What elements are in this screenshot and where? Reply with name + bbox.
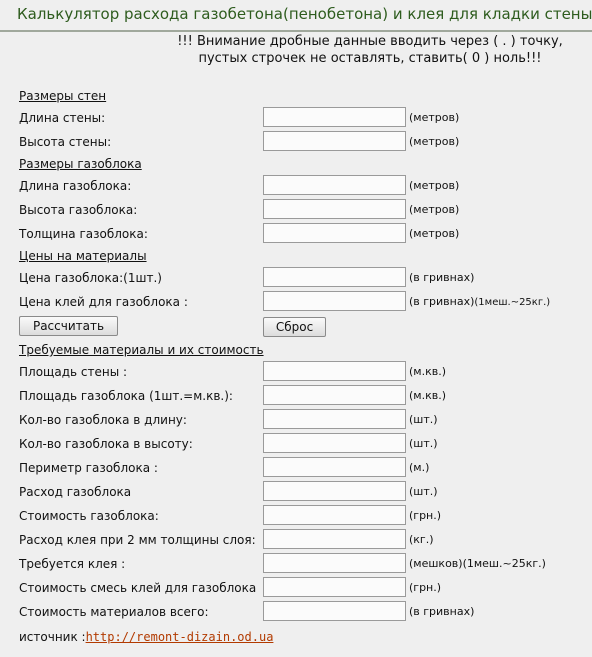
glue-consumption-unit: (кг.) — [409, 533, 434, 546]
block-area-output[interactable] — [263, 385, 406, 405]
blocks-per-length-label: Кол-во газоблока в длину: — [19, 413, 187, 427]
block-cost-label: Стоимость газоблока: — [19, 509, 159, 523]
block-length-label: Длина газоблока: — [19, 179, 132, 193]
wall-height-unit: (метров) — [409, 135, 460, 148]
glue-consumption-output[interactable] — [263, 529, 406, 549]
glue-price-label: Цена клей для газоблока : — [19, 295, 188, 309]
block-price-unit: (в гривнах) — [409, 271, 475, 284]
block-consumption-label: Расход газоблока — [19, 485, 132, 499]
glue-cost-unit: (грн.) — [409, 581, 442, 594]
total-cost-label: Стоимость материалов всего: — [19, 605, 209, 619]
blocks-per-height-unit: (шт.) — [409, 437, 438, 450]
block-thickness-unit: (метров) — [409, 227, 460, 240]
block-length-input[interactable] — [263, 175, 406, 195]
total-cost-unit: (в гривнах) — [409, 605, 475, 618]
block-consumption-unit: (шт.) — [409, 485, 438, 498]
glue-required-unit: (мешков)(1меш.~25кг.) — [409, 557, 546, 570]
blocks-per-length-output[interactable] — [263, 409, 406, 429]
block-height-unit: (метров) — [409, 203, 460, 216]
block-cost-unit: (грн.) — [409, 509, 442, 522]
glue-cost-label: Стоимость смесь клей для газоблока — [19, 581, 257, 595]
block-thickness-input[interactable] — [263, 223, 406, 243]
wall-length-input[interactable] — [263, 107, 406, 127]
warning-line-2: пустых строчек не оставлять, ставить( 0 ) ноль!!! — [198, 51, 542, 66]
wall-height-input[interactable] — [263, 131, 406, 151]
warning-notice — [150, 33, 590, 67]
wall-area-label: Площадь стены : — [19, 365, 128, 379]
block-thickness-label: Толщина газоблока: — [19, 227, 148, 241]
page-title: Калькулятор расхода газобетона(пенобетона) и клея для кладки стены — [17, 5, 592, 23]
glue-cost-output[interactable] — [263, 577, 406, 597]
block-price-label: Цена газоблока:(1шт.) — [19, 271, 162, 285]
blocks-per-height-output[interactable] — [263, 433, 406, 453]
section-block-dimensions: Размеры газоблока — [19, 157, 142, 171]
glue-required-output[interactable] — [263, 553, 406, 573]
wall-area-output[interactable] — [263, 361, 406, 381]
glue-required-label: Требуется клея : — [19, 557, 126, 571]
section-required-materials: Требуемые материалы и их стоимость — [19, 343, 264, 357]
wall-height-label: Высота стены: — [19, 135, 112, 149]
total-cost-output[interactable] — [263, 601, 406, 621]
section-material-prices: Цены на материалы — [19, 249, 147, 263]
source-label: источник : — [19, 630, 86, 644]
block-perimeter-label: Периметр газоблока : — [19, 461, 158, 475]
glue-price-unit-text: (в гривнах) — [409, 295, 475, 308]
block-perimeter-unit: (м.) — [409, 461, 430, 474]
block-area-unit: (м.кв.) — [409, 389, 447, 402]
block-length-unit: (метров) — [409, 179, 460, 192]
blocks-per-length-unit: (шт.) — [409, 413, 438, 426]
block-perimeter-output[interactable] — [263, 457, 406, 477]
block-price-input[interactable] — [263, 267, 406, 287]
block-height-label: Высота газоблока: — [19, 203, 138, 217]
glue-consumption-label: Расход клея при 2 мм толщины слоя: — [19, 533, 256, 547]
block-consumption-output[interactable] — [263, 481, 406, 501]
glue-price-unit — [409, 295, 550, 308]
section-wall-dimensions: Размеры стен — [19, 89, 107, 103]
source-link[interactable]: http://remont-dizain.od.ua — [85, 630, 274, 644]
source-footer — [19, 630, 273, 644]
glue-bag-note: (1меш.~25кг.) — [474, 297, 551, 308]
block-cost-output[interactable] — [263, 505, 406, 525]
glue-price-input[interactable] — [263, 291, 406, 311]
block-area-label: Площадь газоблока (1шт.=м.кв.): — [19, 389, 233, 403]
reset-button[interactable]: Сброс — [263, 317, 326, 337]
warning-line-1: !!! Внимание дробные данные вводить через ( . ) точку, — [177, 34, 563, 49]
block-height-input[interactable] — [263, 199, 406, 219]
blocks-per-height-label: Кол-во газоблока в высоту: — [19, 437, 193, 451]
wall-length-label: Длина стены: — [19, 111, 106, 125]
wall-area-unit: (м.кв.) — [409, 365, 447, 378]
wall-length-unit: (метров) — [409, 111, 460, 124]
title-bar — [0, 0, 592, 32]
calculate-button[interactable]: Рассчитать — [19, 316, 118, 336]
